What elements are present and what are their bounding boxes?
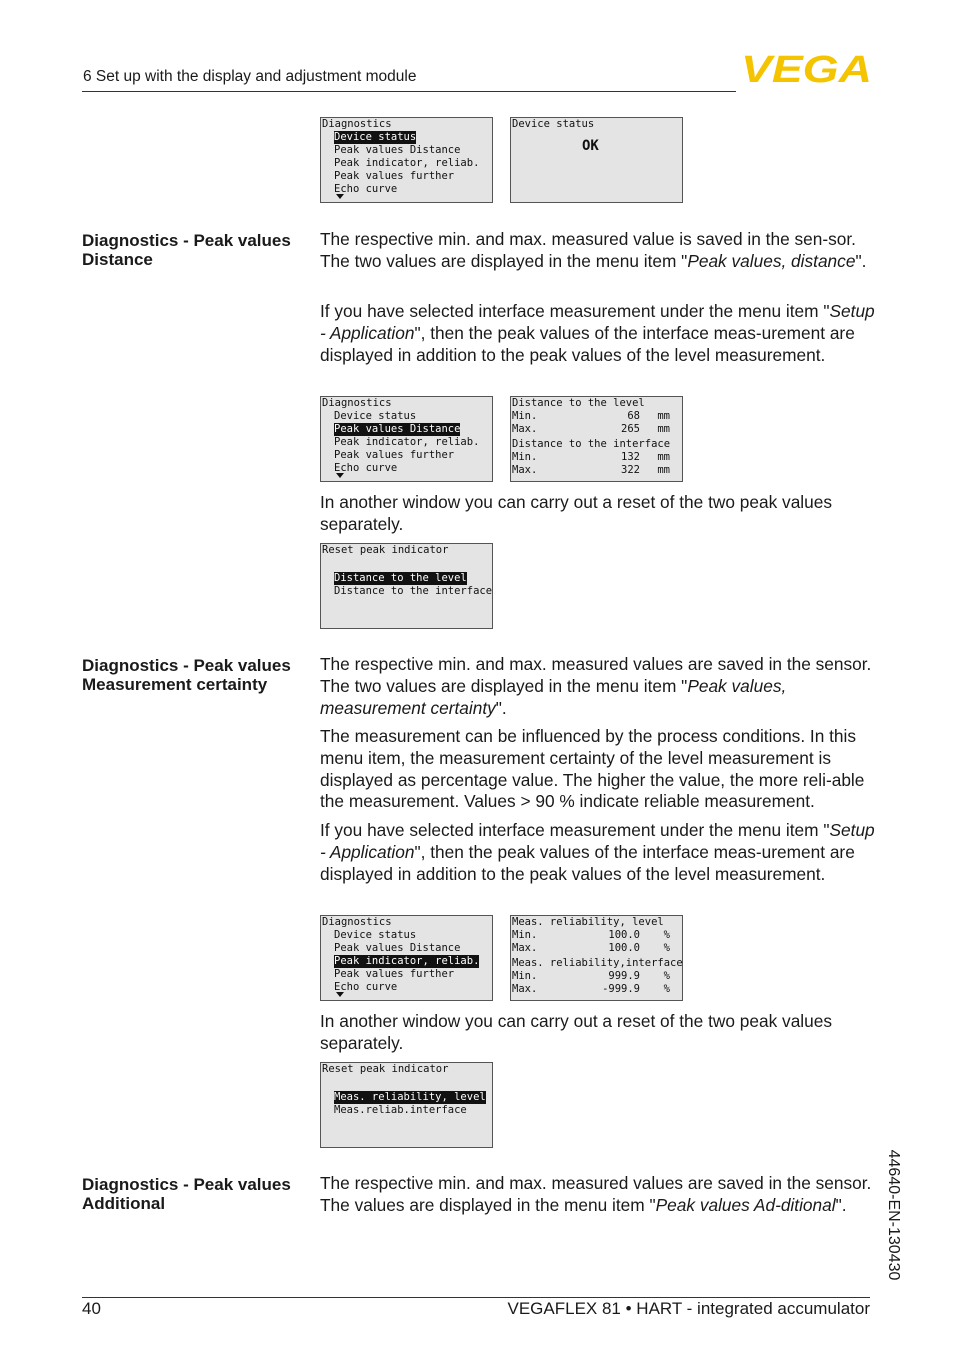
lcd-row: Min. 132 mm	[512, 451, 670, 463]
page-number: 40	[82, 1299, 101, 1318]
heading-line: Additional	[82, 1194, 166, 1213]
lcd-row: Max. -999.9 %	[512, 983, 670, 995]
running-header: 6 Set up with the display and adjustment module	[83, 68, 417, 85]
lcd-distance-values	[510, 396, 683, 482]
lcd-item: Peak values Distance	[334, 423, 461, 435]
lcd-item: Echo curve	[334, 183, 398, 195]
lcd-device-status	[510, 117, 683, 203]
section-heading-certainty	[82, 656, 314, 694]
status-value: OK	[582, 138, 599, 154]
lcd-item: Peak indicator, reliab.	[334, 955, 480, 967]
paragraph: If you have selected interface measurement under the menu item "Setup - Application", then the peak values of the interface meas-urement are displayed in addition to the peak values of the level measurement.	[320, 820, 875, 884]
lcd-item: Peak values further	[334, 170, 455, 182]
lcd-item: Peak values further	[334, 968, 455, 980]
lcd-row: Min. 999.9 %	[512, 970, 670, 982]
section-heading-distance	[82, 231, 314, 269]
paragraph: The respective min. and max. measured values are saved in the sensor. The two values are displayed in the menu item "Peak values, measurement certainty".	[320, 654, 872, 718]
logo-text: VEGA	[741, 52, 872, 84]
lcd-title: Diagnostics	[322, 397, 392, 409]
heading-line: Measurement certainty	[82, 675, 268, 694]
lcd-item: Echo curve	[334, 981, 398, 993]
paragraph: The respective min. and max. measured value is saved in the sen-sor. The two values are displayed in the menu item "Peak values, distance".	[320, 229, 867, 271]
lcd-item: Meas.reliab.interface	[334, 1104, 467, 1116]
lcd-item: Peak values further	[334, 449, 455, 461]
lcd-title: Reset peak indicator	[322, 544, 449, 556]
paragraph: The measurement can be influenced by the process conditions. In this menu item, the measurement certainty of the level measurement is displayed as percentage value. The higher the value, the more reli-able the measurement. Values > 90 % indicate reliable measurement.	[320, 726, 865, 812]
lcd-row: Min. 100.0 %	[512, 929, 670, 941]
paragraph: The respective min. and max. measured values are saved in the sensor. The values are displayed in the menu item "Peak values Ad-ditional".	[320, 1173, 872, 1215]
lcd-title: Diagnostics	[322, 118, 392, 130]
lcd-item: Echo curve	[334, 462, 398, 474]
lcd-row: Max. 322 mm	[512, 464, 670, 476]
lcd-row: Meas. reliability, level	[512, 916, 664, 928]
lcd-title: Diagnostics	[322, 916, 392, 928]
lcd-row: Max. 265 mm	[512, 423, 670, 435]
lcd-reset-peak-1	[320, 543, 493, 629]
document-number: 44640-EN-130430	[885, 1149, 902, 1281]
lcd-item: Peak values Distance	[334, 144, 461, 156]
scroll-down-icon	[336, 194, 344, 199]
lcd-diagnostics-menu-1	[320, 117, 493, 203]
heading-line: Distance	[82, 250, 153, 269]
lcd-item: Distance to the interface	[334, 585, 493, 597]
lcd-item: Peak values Distance	[334, 942, 461, 954]
paragraph: In another window you can carry out a reset of the two peak values separately.	[320, 492, 833, 534]
lcd-row: Min. 68 mm	[512, 410, 670, 422]
paragraph: If you have selected interface measurement under the menu item "Setup - Application", then the peak values of the interface meas-urement are displayed in addition to the peak values of the level measurement.	[320, 301, 875, 365]
lcd-row: Distance to the interface	[512, 438, 671, 450]
lcd-reliability-values	[510, 915, 683, 1001]
scroll-down-icon	[336, 473, 344, 478]
paragraph: In another window you can carry out a reset of the two peak values separately.	[320, 1011, 833, 1053]
section-heading-additional	[82, 1175, 314, 1213]
heading-line: Diagnostics - Peak values	[82, 656, 291, 675]
lcd-reset-peak-2	[320, 1062, 493, 1148]
scroll-down-icon	[336, 992, 344, 997]
lcd-item: Peak indicator, reliab.	[334, 436, 480, 448]
heading-line: Diagnostics - Peak values	[82, 231, 291, 250]
header-rule	[82, 91, 736, 92]
lcd-title: Reset peak indicator	[322, 1063, 449, 1075]
product-name: VEGAFLEX 81 • HART - integrated accumulator	[507, 1299, 870, 1318]
lcd-diagnostics-menu-2	[320, 396, 493, 482]
heading-line: Diagnostics - Peak values	[82, 1175, 291, 1194]
lcd-title: Device status	[512, 118, 595, 130]
lcd-row: Max. 100.0 %	[512, 942, 670, 954]
lcd-item: Peak indicator, reliab.	[334, 157, 480, 169]
lcd-item: Device status	[334, 410, 417, 422]
lcd-diagnostics-menu-3	[320, 915, 493, 1001]
lcd-item: Meas. reliability, level	[334, 1091, 486, 1103]
lcd-row: Meas. reliability,interface	[512, 957, 683, 969]
vega-logo	[741, 52, 872, 84]
lcd-item: Distance to the level	[334, 572, 467, 584]
lcd-item: Device status	[334, 131, 417, 143]
footer-rule	[82, 1297, 870, 1298]
lcd-item: Device status	[334, 929, 417, 941]
lcd-row: Distance to the level	[512, 397, 645, 409]
